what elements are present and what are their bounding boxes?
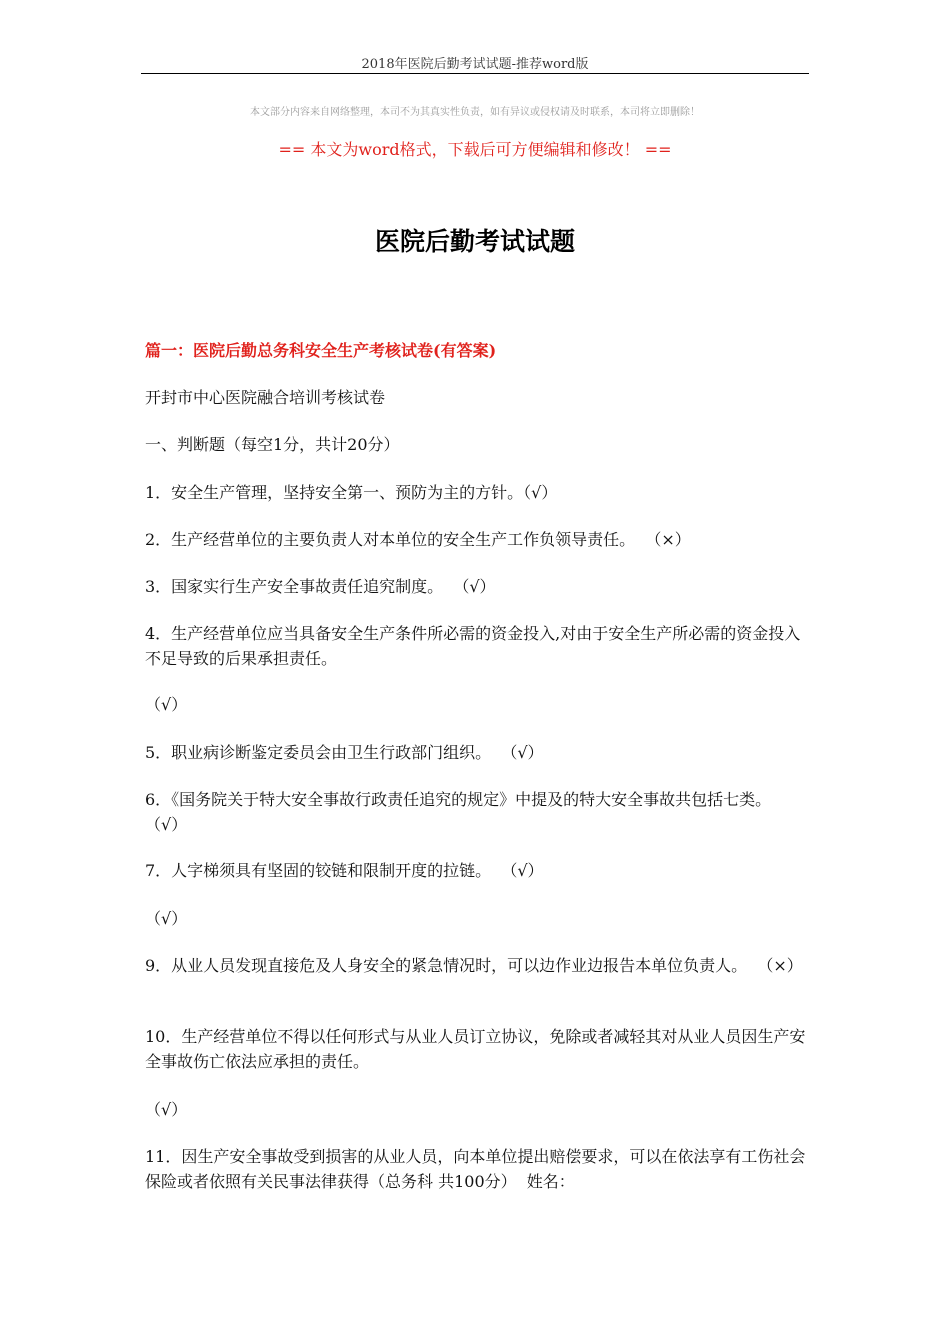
question-item: 9．从业人员发现直接危及人身安全的紧急情况时，可以边作业边报告本单位负责人。 （×） — [145, 956, 803, 975]
question-item: 4．生产经营单位应当具备安全生产条件所必需的资金投入,对由于安全生产所必需的资金投入不足导致的后果承担责任。 — [145, 624, 801, 668]
question-item: 7．人字梯须具有坚固的铰链和限制开度的拉链。 （√） — [145, 861, 544, 880]
question-item: 2．生产经营单位的主要负责人对本单位的安全生产工作负领导责任。 （×） — [145, 530, 691, 549]
section-heading: 篇一：医院后勤总务科安全生产考核试卷(有答案) — [145, 341, 497, 360]
answer-mark: （√） — [145, 1100, 188, 1119]
header-divider — [141, 73, 809, 74]
exam-name: 开封市中心医院融合培训考核试卷 — [145, 388, 386, 407]
question-section-heading: 一、判断题（每空1分，共计20分） — [145, 435, 400, 454]
question-item: 11．因生产安全事故受到损害的从业人员，向本单位提出赔偿要求，可以在依法享有工伤社会保险或者依照有关民事法律获得（总务科 共100分） 姓名： — [145, 1147, 806, 1191]
word-format-notice: == 本文为word格式，下载后可方便编辑和修改！ == — [278, 140, 672, 159]
document-title: 医院后勤考试试题 — [374, 227, 575, 256]
question-item: 1．安全生产管理，坚持安全第一、预防为主的方针。（√） — [145, 483, 558, 502]
running-header: 2018年医院后勤考试试题-推荐word版 — [361, 57, 589, 72]
question-item: 6．《国务院关于特大安全事故行政责任追究的规定》中提及的特大安全事故共包括七类。 （√） — [145, 790, 782, 834]
answer-mark: （√） — [145, 695, 188, 714]
answer-mark: （√） — [145, 909, 188, 928]
question-item: 3．国家实行生产安全事故责任追究制度。 （√） — [145, 577, 496, 596]
question-item: 10．生产经营单位不得以任何形式与从业人员订立协议，免除或者减轻其对从业人员因生产安全事故伤亡依法应承担的责任。 — [145, 1027, 806, 1071]
disclaimer-notice: 本文部分内容来自网络整理，本司不为其真实性负责，如有异议或侵权请及时联系，本司将立即删除！ — [250, 107, 700, 118]
question-item: 5．职业病诊断鉴定委员会由卫生行政部门组织。 （√） — [145, 743, 544, 762]
